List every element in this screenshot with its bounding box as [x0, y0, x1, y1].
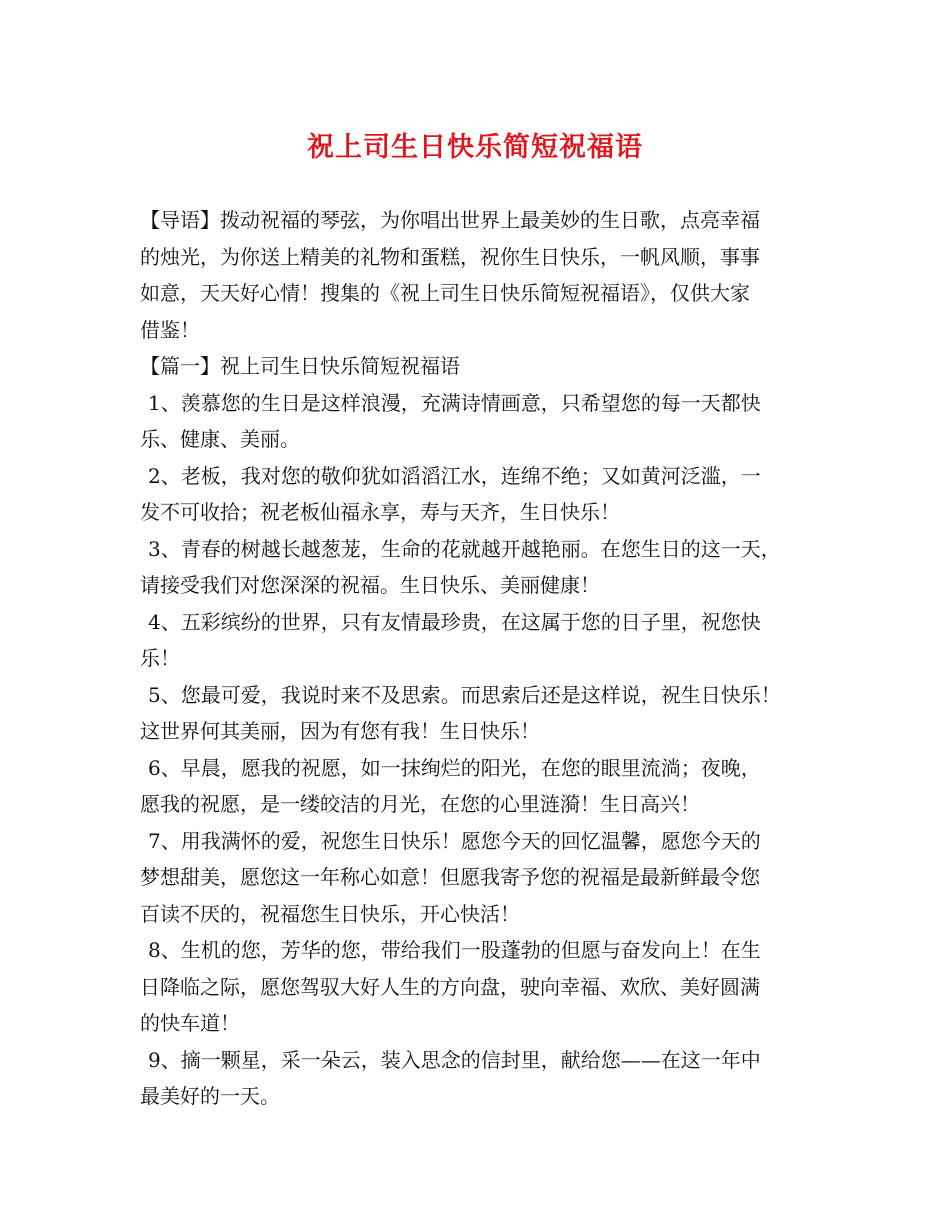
text-line: 1、羡慕您的生日是这样浪漫，充满诗情画意，只希望您的每一天都快 — [148, 390, 761, 415]
text-line: 2、老板，我对您的敬仰犹如滔滔江水，连绵不绝；又如黄河泛滥，一 — [148, 463, 761, 488]
text-line: 乐、健康、美丽。 — [140, 427, 300, 451]
text-line: 借鉴！ — [140, 317, 200, 342]
text-line: 最美好的一天。 — [140, 1084, 280, 1108]
text-line: 日降临之际，愿您驾驭大好人生的方向盘，驶向幸福、欢欣、美好圆满 — [140, 974, 760, 999]
text-line: 请接受我们对您深深的祝福。生日快乐、美丽健康！ — [140, 573, 600, 597]
text-line: 7、用我满怀的爱，祝您生日快乐！愿您今天的回忆温馨，愿您今天的 — [148, 828, 761, 853]
wish-item — [140, 750, 820, 823]
document-title: 祝上司生日快乐简短祝福语 — [307, 132, 643, 163]
section-heading — [140, 348, 820, 385]
text-line: 4、五彩缤纷的世界，只有友情最珍贵，在这属于您的日子里，祝您快 — [148, 609, 761, 634]
text-line: 梦想甜美，愿您这一年称心如意！但愿我寄予您的祝福是最新鲜最令您 — [140, 865, 760, 889]
text-line: 愿我的祝愿，是一缕皎洁的月光，在您的心里涟漪！生日高兴！ — [140, 792, 700, 816]
text-line: 6、早晨，愿我的祝愿，如一抹绚烂的阳光，在您的眼里流淌；夜晚， — [148, 755, 761, 780]
wish-item — [140, 531, 820, 604]
text-line: 的快车道！ — [140, 1011, 240, 1035]
text-line: 的烛光，为你送上精美的礼物和蛋糕，祝你生日快乐，一帆风顺，事事 — [140, 244, 760, 269]
text-line: 9、摘一颗星，采一朵云，装入思念的信封里，献给您——在这一年中 — [148, 1047, 761, 1072]
document-body — [140, 202, 820, 1115]
text-line: 5、您最可爱，我说时来不及思索。而思索后还是这样说，祝生日快乐！ — [148, 682, 781, 707]
text-line: 乐！ — [140, 646, 180, 670]
wish-item — [140, 604, 820, 677]
wish-item — [140, 1042, 820, 1115]
text-line: 这世界何其美丽，因为有您有我！生日快乐！ — [140, 719, 540, 743]
wish-item — [140, 458, 820, 531]
wish-item — [140, 823, 820, 933]
text-line: 如意，天天好心情！搜集的《祝上司生日快乐简短祝福语》，仅供大家 — [140, 281, 750, 305]
wish-item — [140, 677, 820, 750]
text-line: 【篇一】祝上司生日快乐简短祝福语 — [140, 354, 460, 378]
wish-item — [140, 932, 820, 1042]
text-line: 发不可收拾；祝老板仙福永享，寿与天齐，生日快乐！ — [140, 500, 620, 524]
text-line: 8、生机的您，芳华的您，带给我们一股蓬勃的但愿与奋发向上！在生 — [148, 938, 761, 962]
intro-paragraph — [140, 202, 820, 348]
text-line: 3、青春的树越长越葱茏，生命的花就越开越艳丽。在您生日的这一天， — [148, 536, 781, 561]
wish-item — [140, 385, 820, 458]
text-line: 【导语】拨动祝福的琴弦，为你唱出世界上最美妙的生日歌，点亮幸福 — [140, 208, 760, 232]
text-line: 百读不厌的，祝福您生日快乐，开心快活！ — [140, 901, 520, 926]
